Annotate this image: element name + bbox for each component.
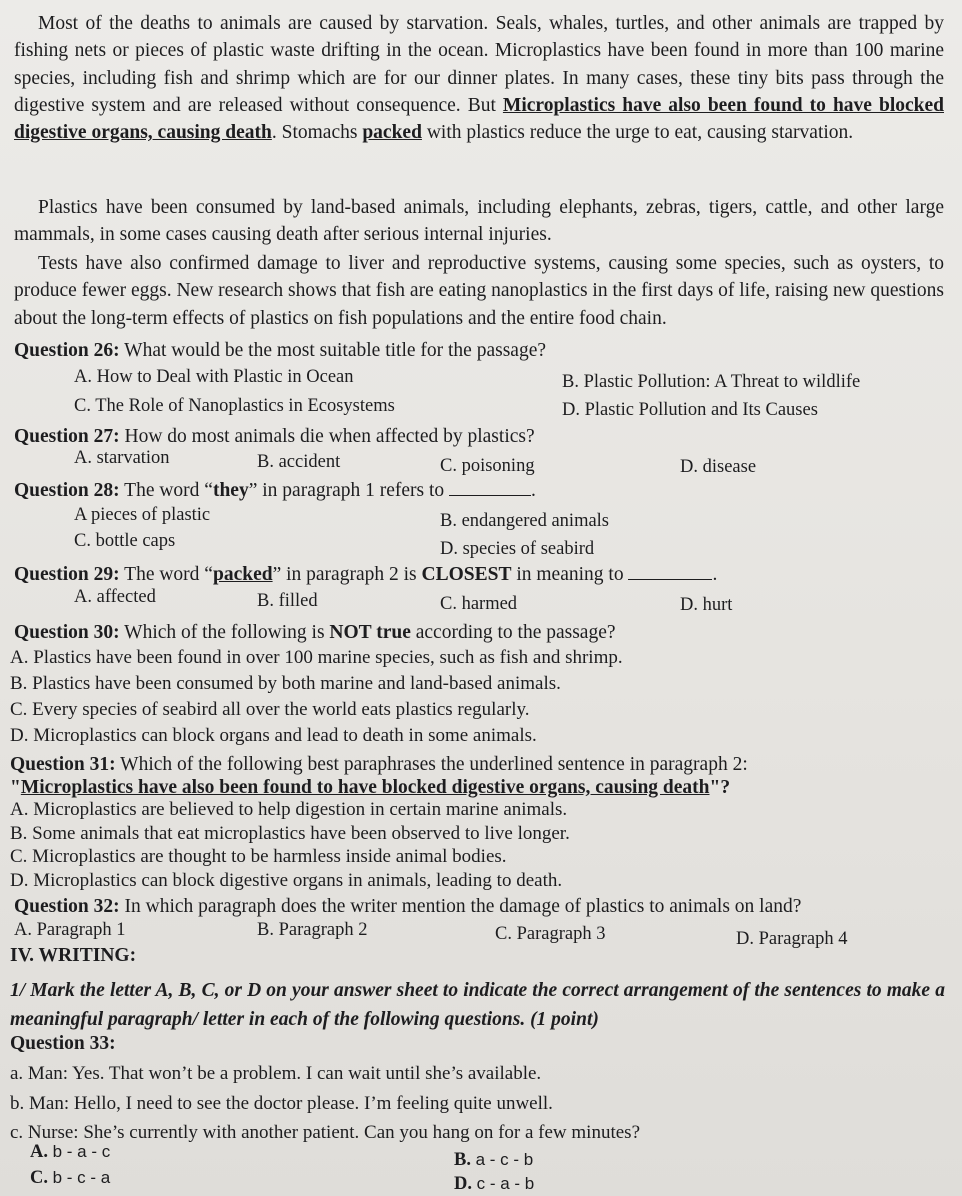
question-text: How do most animals die when affected by plastics? (119, 426, 535, 447)
question-text: The word “ (119, 480, 213, 501)
question-text: ” in paragraph 2 is (272, 564, 422, 585)
q32-option-d[interactable]: D. Paragraph 4 (736, 929, 848, 949)
writing-instruction: 1/ Mark the letter A, B, C, or D on your answer sheet to indicate the correct arrangement of the sentences to make a meaningful paragraph/ letter in each of the following questions. (1 point) (10, 980, 945, 1030)
question-label: Question 27: (14, 426, 120, 447)
question-29 (14, 563, 717, 587)
q32-option-b[interactable]: B. Paragraph 2 (257, 920, 368, 940)
question-label: Question 29: (14, 564, 120, 585)
passage-text: . Stomachs (271, 122, 363, 144)
question-text: The word “ (119, 564, 213, 585)
q30-option-b[interactable]: B. Plastics have been consumed by both marine and land-based animals. (10, 673, 561, 694)
quote-mark: " (10, 777, 21, 798)
option-letter: D. (454, 1174, 472, 1194)
quoted-word: they (212, 480, 249, 501)
question-26 (14, 339, 546, 363)
option-sequence: c - a - b (476, 1174, 535, 1193)
q26-option-c[interactable]: C. The Role of Nanoplastics in Ecosystems (74, 396, 395, 416)
q33-sentence-c: c. Nurse: She’s currently with another patient. Can you hang on for a few minutes? (10, 1122, 640, 1143)
option-letter: C. (30, 1168, 48, 1188)
option-sequence: a - c - b (475, 1150, 534, 1169)
q26-option-a[interactable]: A. How to Deal with Plastic in Ocean (74, 367, 354, 387)
passage-text: with plastics reduce the urge to eat, causing starvation. (421, 122, 854, 144)
question-text: Which of the following is (119, 622, 330, 643)
option-sequence: b - c - a (52, 1168, 111, 1187)
q31-option-a[interactable]: A. Microplastics are believed to help digestion in certain marine animals. (10, 799, 568, 820)
question-text: Which of the following best paraphrases the underlined sentence in paragraph 2: (115, 754, 748, 775)
underlined-word-packed: packed (362, 122, 422, 144)
q32-option-a[interactable]: A. Paragraph 1 (14, 920, 126, 940)
question-label: Question 31: (10, 754, 116, 775)
q30-option-d[interactable]: D. Microplastics can block organs and lead to death in some animals. (10, 725, 537, 746)
answer-blank (628, 563, 712, 580)
emphasis-closest: CLOSEST (421, 564, 512, 585)
q28-option-b[interactable]: B. endangered animals (440, 511, 610, 531)
question-text: In which paragraph does the writer mention the damage of plastics to animals on land? (119, 896, 802, 917)
option-letter: A. (30, 1142, 48, 1162)
option-letter: B. (454, 1150, 471, 1170)
q27-option-a[interactable]: A. starvation (74, 448, 170, 468)
question-32 (14, 895, 801, 919)
q33-option-d[interactable] (454, 1172, 534, 1196)
q33-sentence-b: b. Man: Hello, I need to see the doctor please. I’m feeling quite unwell. (10, 1093, 553, 1114)
passage-text: Most of the deaths to animals are caused by starvation. Seals, whales, turtles, and other animals are trapped by fishing nets or pieces of plastic waste drifting in the ocean. Microplastics have been found in more than 100 marine species, including fish and shrimp which are for our dinner plates. In many cases, these tiny bits pass through the digestive system and are released without consequence. But (14, 13, 944, 116)
question-end: . (531, 480, 536, 501)
q28-option-d[interactable]: D. species of seabird (440, 539, 595, 559)
q29-option-d[interactable]: D. hurt (680, 595, 733, 615)
question-label: Question 32: (14, 896, 120, 917)
q30-option-a[interactable]: A. Plastics have been found in over 100 marine species, such as fish and shrimp. (10, 647, 623, 668)
underlined-sentence: Microplastics have also been found to have blocked digestive organs, causing death (14, 94, 944, 144)
q26-option-d[interactable]: D. Plastic Pollution and Its Causes (562, 400, 818, 420)
q29-option-c[interactable]: C. harmed (440, 594, 518, 614)
q33-option-a[interactable] (30, 1140, 110, 1164)
q26-option-b[interactable]: B. Plastic Pollution: A Threat to wildlife (562, 372, 861, 392)
quoted-sentence: Microplastics have also been found to have blocked digestive organs, causing death (20, 777, 710, 798)
quote-mark: "? (709, 777, 731, 798)
question-text: in meaning to (511, 564, 629, 585)
question-label: Question 28: (14, 480, 120, 501)
q33-option-c[interactable] (30, 1166, 110, 1190)
q33-option-b[interactable] (454, 1148, 533, 1172)
q31-option-c[interactable]: C. Microplastics are thought to be harmless inside animal bodies. (10, 846, 507, 867)
q28-option-a[interactable]: A pieces of plastic (74, 505, 211, 525)
q27-option-d[interactable]: D. disease (680, 457, 757, 477)
emphasis-not-true: NOT true (329, 622, 411, 643)
option-sequence: b - a - c (52, 1142, 111, 1161)
quoted-word: packed (212, 564, 273, 585)
q27-option-c[interactable]: C. poisoning (440, 456, 535, 476)
question-31-quote (10, 776, 730, 800)
q29-option-b[interactable]: B. filled (257, 591, 318, 611)
q31-option-d[interactable]: D. Microplastics can block digestive organs in animals, leading to death. (10, 870, 563, 891)
q28-option-c[interactable]: C. bottle caps (74, 531, 176, 551)
question-31 (10, 753, 748, 777)
question-28 (14, 479, 536, 503)
q30-option-c[interactable]: C. Every species of seabird all over the world eats plastics regularly. (10, 699, 530, 720)
q31-option-b[interactable]: B. Some animals that eat microplastics have been observed to live longer. (10, 823, 570, 844)
q27-option-b[interactable]: B. accident (257, 452, 341, 472)
q32-option-c[interactable]: C. Paragraph 3 (495, 924, 606, 944)
question-text: ” in paragraph 1 refers to (248, 480, 450, 501)
question-33-label: Question 33: (10, 1033, 116, 1054)
question-label: Question 30: (14, 622, 120, 643)
q29-option-a[interactable]: A. affected (74, 587, 156, 607)
passage-paragraph-1 (14, 10, 944, 146)
question-30 (14, 621, 616, 645)
answer-blank (449, 479, 531, 496)
q33-sentence-a: a. Man: Yes. That won’t be a problem. I can wait until she’s available. (10, 1063, 542, 1084)
writing-heading: IV. WRITING: (10, 945, 137, 966)
question-text: What would be the most suitable title for the passage? (119, 340, 547, 361)
question-end: . (712, 564, 718, 585)
question-label: Question 26: (14, 340, 120, 361)
passage-paragraph-2: Plastics have been consumed by land-based animals, including elephants, zebras, tigers, cattle, and other large mammals, in some cases causing death after serious internal injuries. (14, 197, 944, 246)
passage-paragraph-3: Tests have also confirmed damage to liver and reproductive systems, causing some species, such as oysters, to produce fewer eggs. New research shows that fish are eating nanoplastics in the first days of life, raising new questions about the long-term effects of plastics on fish populations and the entire food chain. (14, 253, 944, 329)
question-text: according to the passage? (410, 622, 616, 643)
